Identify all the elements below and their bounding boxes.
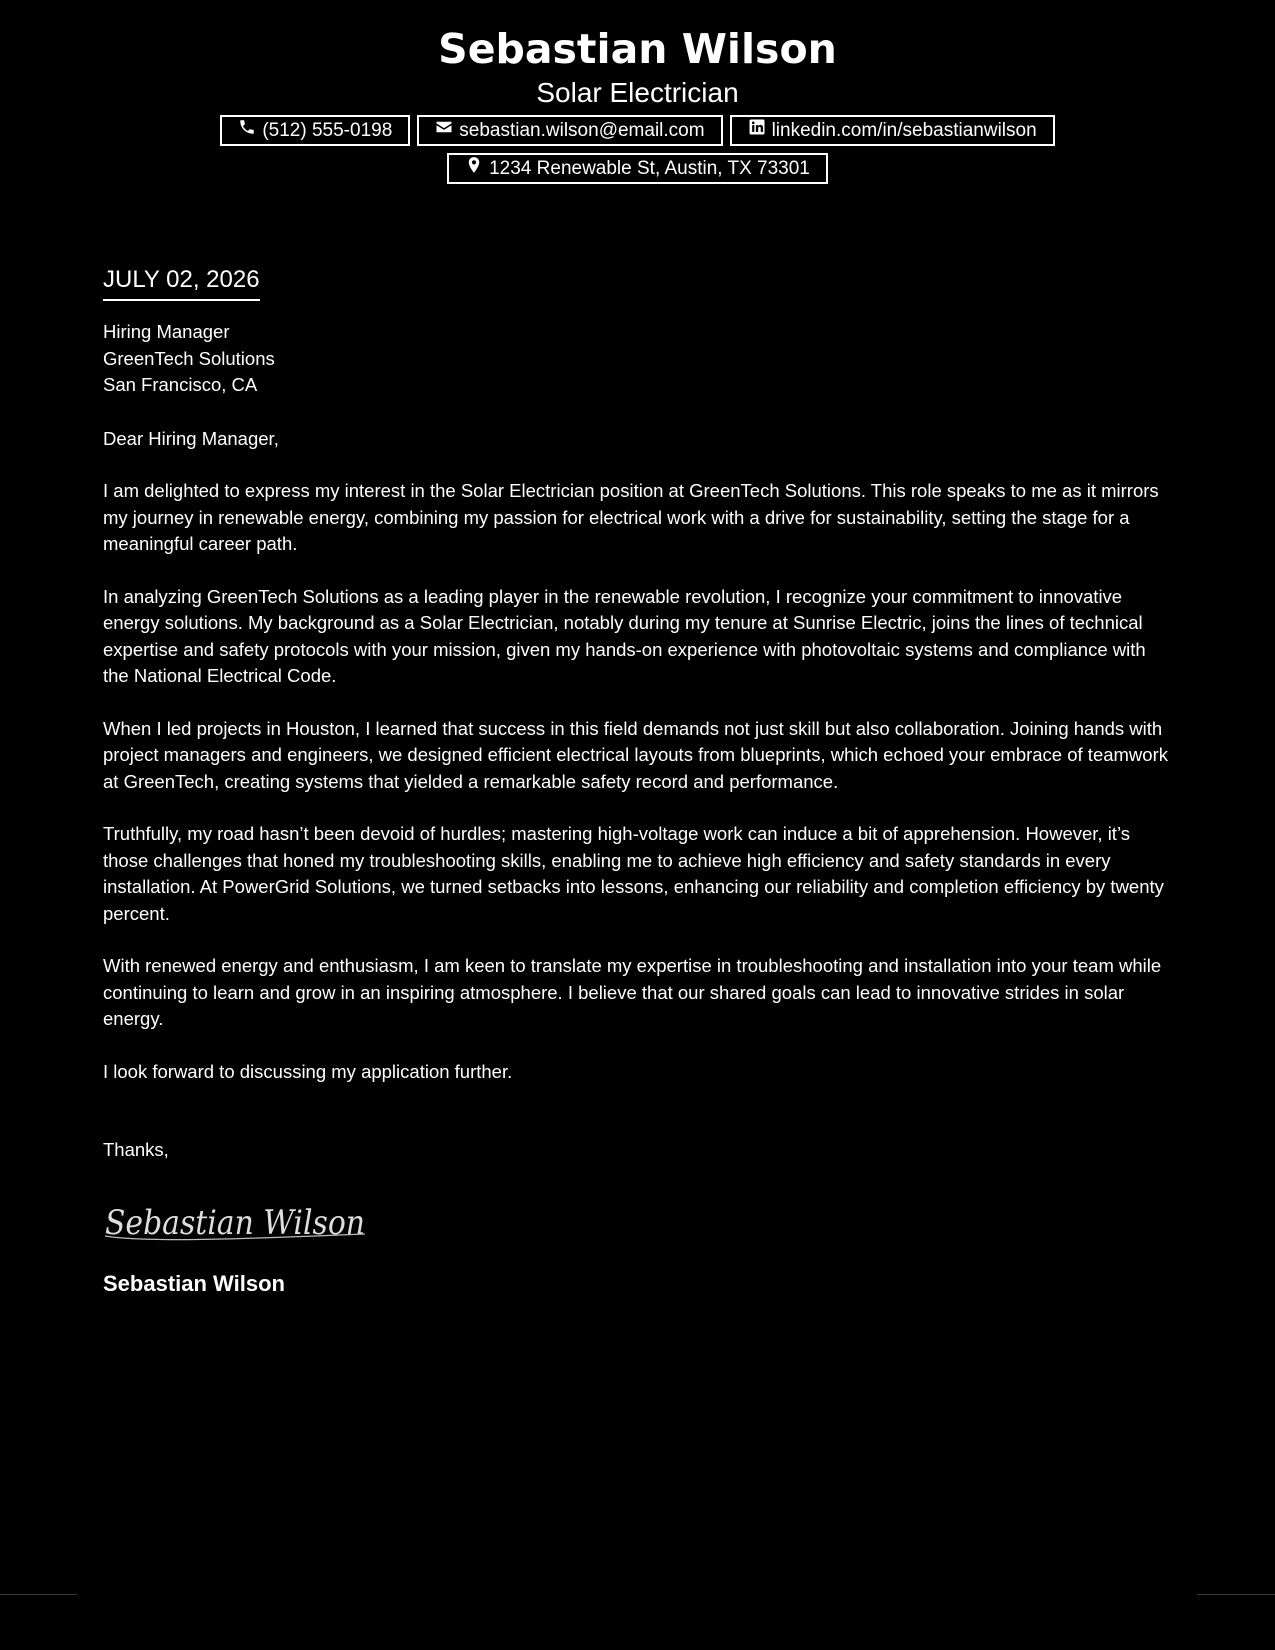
paragraph: When I led projects in Houston, I learned that success in this field demands not just skill but also collaboration. Joining hands with project managers and engineers, we designed efficient electrical layouts from blueprints, which echoed your embrace of teamwork at GreenTech, creating systems that yielded a remarkable safety record and performance. <box>103 717 1168 792</box>
footer-divider-left <box>0 1594 77 1595</box>
paragraph: With renewed energy and enthusiasm, I am keen to translate my expertise in troubleshooting and installation into your team while continuing to learn and grow in an inspiring atmosphere. I believe that our shared goals can lead to innovative strides in solar energy. <box>103 955 1162 1029</box>
recipient-location: San Francisco, CA <box>103 374 258 395</box>
greeting: Dear Hiring Manager, <box>103 427 279 449</box>
paragraph: I look forward to discussing my application further. <box>103 1060 513 1082</box>
email-text: sebastian.wilson@email.com <box>459 120 705 141</box>
map-pin-icon <box>465 155 483 182</box>
contact-row-secondary <box>0 153 1275 184</box>
letter-header <box>0 22 1275 184</box>
contact-linkedin[interactable] <box>730 115 1055 146</box>
paragraph: I am delighted to express my interest in the Solar Electrician position at GreenTech Solutions. This role speaks to me as it mirrors my journey in renewable energy, combining my passion for electrical work with a drive for sustainability, setting the stage for a meaningful career path. <box>103 480 1159 554</box>
paragraph: Truthfully, my road hasn’t been devoid of hurdles; mastering high-voltage work can induce a bit of apprehension. However, it’s those challenges that honed my troubleshooting skills, enabling me to achieve high efficiency and safety standards in every installation. At PowerGrid Solutions, we turned setbacks into lessons, enhancing our reliability and completion efficiency by twenty percent. <box>103 823 1164 924</box>
recipient-name: Hiring Manager <box>103 321 230 342</box>
applicant-title: Solar Electrician <box>536 77 739 108</box>
phone-text: (512) 555-0198 <box>262 120 393 141</box>
phone-icon <box>238 117 256 144</box>
svg-text:Sebastian Wilson: Sebastian Wilson <box>105 1202 365 1243</box>
footer-divider-right <box>1197 1594 1275 1595</box>
applicant-name: Sebastian Wilson <box>438 25 837 73</box>
address-text: 1234 Renewable St, Austin, TX 73301 <box>489 158 810 179</box>
letter-body <box>103 265 1175 1298</box>
contact-address <box>447 153 828 184</box>
linkedin-icon <box>748 117 766 144</box>
linkedin-text: linkedin.com/in/sebastianwilson <box>771 120 1037 141</box>
closing: Thanks, <box>103 1139 169 1160</box>
paragraph: In analyzing GreenTech Solutions as a leading player in the renewable revolution, I recognize your commitment to innovative energy solutions. My background as a Solar Electrician, notably during my tenure at Sunrise Electric, joins the lines of technical expertise and safety protocols with your mission, given my hands-on experience with photovoltaic systems and compliance with the National Electrical Code. <box>103 585 1146 686</box>
handwritten-signature <box>103 1198 1175 1246</box>
contact-email[interactable] <box>417 115 722 146</box>
signer-name: Sebastian Wilson <box>103 1270 285 1296</box>
recipient-block <box>103 319 1175 399</box>
contact-row-primary <box>0 115 1275 146</box>
envelope-icon <box>435 117 453 144</box>
recipient-company: GreenTech Solutions <box>103 347 275 369</box>
letter-date: JULY 02, 2026 <box>103 265 260 301</box>
contact-phone[interactable] <box>220 115 410 146</box>
